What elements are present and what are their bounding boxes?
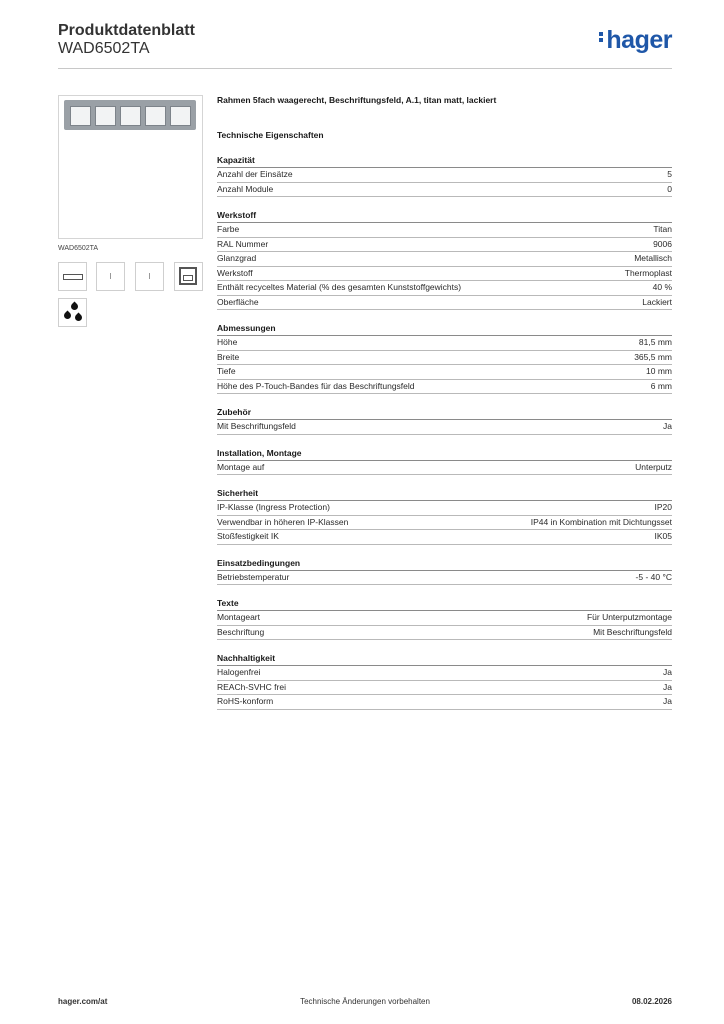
spec-value: Ja (663, 421, 672, 431)
logo-dots-icon (599, 30, 604, 44)
spec-value: IP20 (654, 502, 672, 512)
spec-row (217, 183, 672, 198)
frame-slot (145, 106, 166, 126)
spec-label: RAL Nummer (217, 238, 269, 249)
spec-value: 81,5 mm (638, 337, 672, 347)
product-sidebar (58, 95, 203, 327)
thumbnail-strip (58, 262, 203, 290)
water-drops-icon (58, 298, 87, 327)
frame-slot (70, 106, 91, 126)
spec-section (217, 488, 672, 545)
section-title: Installation, Montage (217, 448, 672, 461)
spec-sections (217, 155, 672, 710)
spec-label: Anzahl der Einsätze (217, 169, 293, 179)
spec-value: Für Unterputzmontage (586, 612, 672, 622)
product-description: Rahmen 5fach waagerecht, Beschriftungsfeld, A.1, titan matt, lackiert (217, 95, 497, 105)
section-title: Werkstoff (217, 210, 672, 223)
spec-label: Mit Beschriftungsfeld (217, 421, 296, 431)
technical-properties-heading: Technische Eigenschaften (217, 130, 324, 140)
spec-row (217, 336, 672, 351)
spec-label: Beschriftung (217, 626, 265, 637)
spec-value: 6 mm (650, 380, 672, 391)
spec-label: REACh-SVHC frei (217, 681, 286, 692)
page-header (58, 20, 672, 69)
spec-section (217, 323, 672, 394)
section-title: Sicherheit (217, 488, 672, 501)
spec-label: Halogenfrei (217, 667, 261, 677)
spec-label: Breite (217, 351, 240, 362)
frame-slot (120, 106, 141, 126)
spec-row (217, 530, 672, 545)
spec-value: Ja (663, 696, 672, 706)
spec-value: Metallisch (634, 253, 672, 263)
spec-section (217, 210, 672, 310)
spec-section (217, 155, 672, 197)
product-code: WAD6502TA (58, 40, 150, 57)
spec-value: IK05 (654, 531, 672, 541)
frame-slot (95, 106, 116, 126)
spec-label: Glanzgrad (217, 253, 257, 263)
spec-section (217, 448, 672, 476)
spec-row (217, 501, 672, 516)
spec-value: 5 (667, 169, 672, 179)
spec-value: Unterputz (635, 461, 672, 472)
section-title: Nachhaltigkeit (217, 653, 672, 666)
spec-row (217, 351, 672, 366)
spec-value: 365,5 mm (634, 351, 672, 362)
spec-value: Lackiert (642, 296, 672, 307)
spec-value: 0 (667, 183, 672, 194)
spec-label: Montageart (217, 612, 260, 622)
spec-label: Höhe (217, 337, 238, 347)
spec-section (217, 598, 672, 640)
spec-value: Thermoplast (624, 267, 672, 278)
spec-label: Montage auf (217, 461, 265, 472)
single-frame-icon[interactable] (135, 262, 164, 291)
frame-5fach-illustration (64, 100, 196, 130)
spec-row (217, 571, 672, 586)
section-title: Abmessungen (217, 323, 672, 336)
product-image (58, 95, 203, 239)
spec-label: Betriebstemperatur (217, 571, 290, 582)
spec-label: RoHS-konform (217, 696, 274, 706)
spec-value: Ja (663, 681, 672, 692)
spec-value: 9006 (653, 238, 672, 249)
spec-row (217, 238, 672, 253)
logo-text: hager (606, 26, 672, 54)
spec-row (217, 681, 672, 696)
spec-label: Werkstoff (217, 267, 253, 278)
image-caption: WAD6502TA (58, 245, 99, 252)
section-title: Texte (217, 598, 672, 611)
spec-row (217, 626, 672, 641)
spec-row (217, 168, 672, 183)
spec-row (217, 296, 672, 311)
labelling-field-icon[interactable] (174, 262, 203, 291)
footer-date: 08.02.2026 (631, 997, 672, 1006)
spec-value: 10 mm (646, 366, 672, 376)
spec-row (217, 611, 672, 626)
spec-row (217, 267, 672, 282)
frame-slot (170, 106, 191, 126)
spec-value: -5 - 40 °C (635, 571, 672, 582)
spec-label: Stoßfestigkeit IK (217, 531, 279, 541)
spec-row (217, 695, 672, 710)
spec-row (217, 666, 672, 681)
spec-row (217, 252, 672, 267)
frame-outline-icon[interactable] (58, 262, 87, 291)
spec-section (217, 653, 672, 710)
spec-row (217, 223, 672, 238)
spec-value: 40 % (652, 282, 672, 292)
spec-label: IP-Klasse (Ingress Protection) (217, 502, 330, 512)
section-title: Einsatzbedingungen (217, 558, 672, 571)
spec-row (217, 365, 672, 380)
spec-label: Höhe des P-Touch-Bandes für das Beschriftungsfeld (217, 380, 415, 391)
spec-label: Tiefe (217, 366, 236, 376)
spec-label: Farbe (217, 224, 240, 234)
document-title: Produktdatenblatt (58, 22, 195, 39)
spec-row (217, 380, 672, 395)
section-title: Zubehör (217, 407, 672, 420)
spec-section (217, 407, 672, 435)
spec-label: Enthält recyceltes Material (% des gesamten Kunststoffgewichts) (217, 282, 462, 292)
section-title: Kapazität (217, 155, 672, 168)
hager-logo (599, 26, 672, 55)
spec-value: Ja (663, 667, 672, 677)
specifications (217, 95, 672, 710)
spec-value: IP44 in Kombination mit Dichtungsset (530, 516, 672, 527)
footer-notice: Technische Änderungen vorbehalten (300, 997, 430, 1006)
spec-row (217, 420, 672, 435)
spec-value: Mit Beschriftungsfeld (593, 626, 672, 637)
spec-row (217, 461, 672, 476)
spec-row (217, 281, 672, 296)
single-frame-icon[interactable] (96, 262, 125, 291)
spec-label: Verwendbar in höheren IP-Klassen (217, 516, 349, 527)
footer-website[interactable]: hager.com/at (58, 997, 108, 1006)
spec-label: Oberfläche (217, 296, 259, 307)
spec-value: Titan (653, 224, 672, 234)
spec-section (217, 558, 672, 586)
spec-row (217, 516, 672, 531)
spec-label: Anzahl Module (217, 183, 274, 194)
